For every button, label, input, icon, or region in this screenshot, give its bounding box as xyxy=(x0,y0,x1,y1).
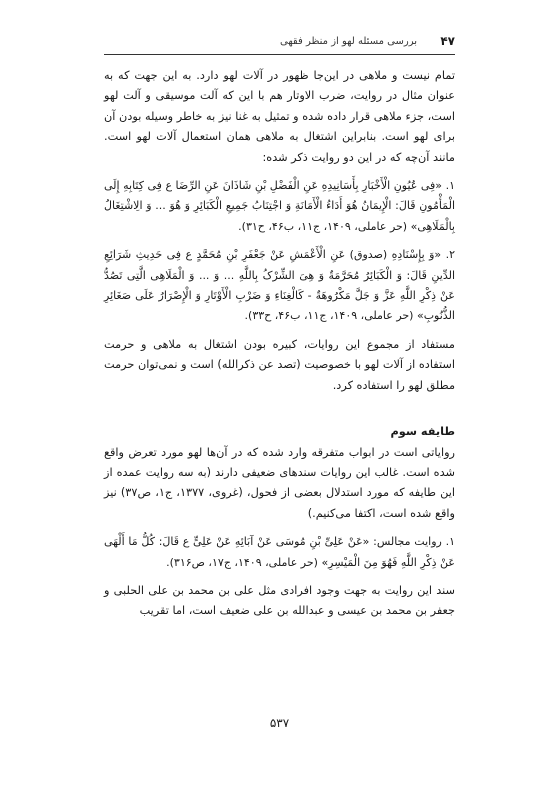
body-paragraph: تمام نیست و ملاهی در این‌جا ظهور در آلات لهو دارد. به این جهت که به عنوان مثال در روایت، ضرب الاوتار هم با این که آلت موسیقی و آلت لهو است، جزء ملاهی قرار داده شده و تمثیل به غنا نیز به خاطر وسیله بودن آن برای لهو است. بنابراین اشتغال به ملاهی همان استعمال آلات لهو است. مانند آن‌چه که در این دو روایت ذکر شده: xyxy=(104,69,455,164)
footer-page-number: ۵۳۷ xyxy=(269,716,290,730)
hadith-quote: ۲. «وَ بِإِسْنَادِهِ (صدوق) عَنِ الْأَعْمَشِ عَنْ جَعْفَرِ بْنِ مُحَمَّدٍ ع فِی حَدِیثِ شَرَائِعِ الدِّینِ قَالَ: وَ الْکَبَائِرُ مُحَرَّمَةٌ وَ هِیَ الشِّرْکُ بِاللَّهِ ... وَ ... وَ الْمَلَاهِی الَّتِی تَصُدُّ عَنْ ذِکْرِ اللَّهِ عَزَّ وَ جَلَّ مَکْرُوهَةٌ - کَالْغِنَاءِ وَ ضَرْبِ الْأَوْتَارِ وَ الْإِصْرَارُ عَلَی صَغَائِرِ الذُّنُوبِ» (حر عاملی، ۱۴۰۹، ج۱۱، ب۴۶، ح۳۳). xyxy=(104,248,455,323)
hadith-quote: ۱. «فِی عُیُونِ الْأَخْبَارِ بِأَسَانِیدِهِ عَنِ الْفَضْلِ بْنِ شَاذَانَ عَنِ الرِّضَا ع فِی کِتَابِهِ إِلَی الْمَأْمُونِ قَالَ: الْإِیمَانُ هُوَ أَدَاءُ الْأَمَانَةِ وَ اجْتِنَابُ جَمِیعِ الْکَبَائِرِ وَ هُوَ ... وَ الِاشْتِغَالُ بِالْمَلَاهِی» (حر عاملی، ۱۴۰۹، ج۱۱، ب۴۶، ح۳۱). xyxy=(104,179,455,233)
hadith-quote: ۱. روایت مجالس: «عَنْ عَلِیِّ بْنِ مُوسَی عَنْ آبَائِهِ عَنْ عَلِیٍّ ع قَالَ: کُلُّ مَا أَلْهَی عَنْ ذِکْرِ اللَّهِ فَهُوَ مِنَ الْمَیْسِرِ» (حر عاملی، ۱۴۰۹، ج۱۷، ص۳۱۶). xyxy=(104,535,455,569)
body-paragraph: مستفاد از مجموع این روایات، کبیره بودن اشتغال به ملاهی و حرمت استفاده از آلات لهو با خصوصیت (تصد عن ذکرالله) است و نمی‌توان حرمت مطلق لهو را استفاده کرد. xyxy=(104,337,455,392)
header-page-number: ۴۷ xyxy=(440,34,455,48)
body-paragraph: روایاتی است در ابواب متفرقه وارد شده که در آن‌ها لهو مورد تعرض واقع شده است. غالب این روایات سندهای ضعیفی دارند (به سه روایت عمده از این طایفه که مورد استدلال بعضی از فحول، (غروی، ۱۳۷۷، ج۱، ص۳۷) نیز واقع شده است، اکتفا می‌کنیم.) xyxy=(104,445,455,520)
page-header xyxy=(104,34,455,55)
page-body xyxy=(104,66,455,622)
section-heading: طایفه سوم xyxy=(390,425,455,439)
running-title: بررسی مسئله لهو از منظر فقهی xyxy=(279,36,417,47)
body-paragraph: سند این روایت به جهت وجود افرادی مثل علی بن محمد بن علی الحلبی و جعفر بن محمد بن عیسی و عبدالله بن علی ضعیف است، اما تقریب xyxy=(104,583,455,618)
page-footer xyxy=(0,716,559,730)
